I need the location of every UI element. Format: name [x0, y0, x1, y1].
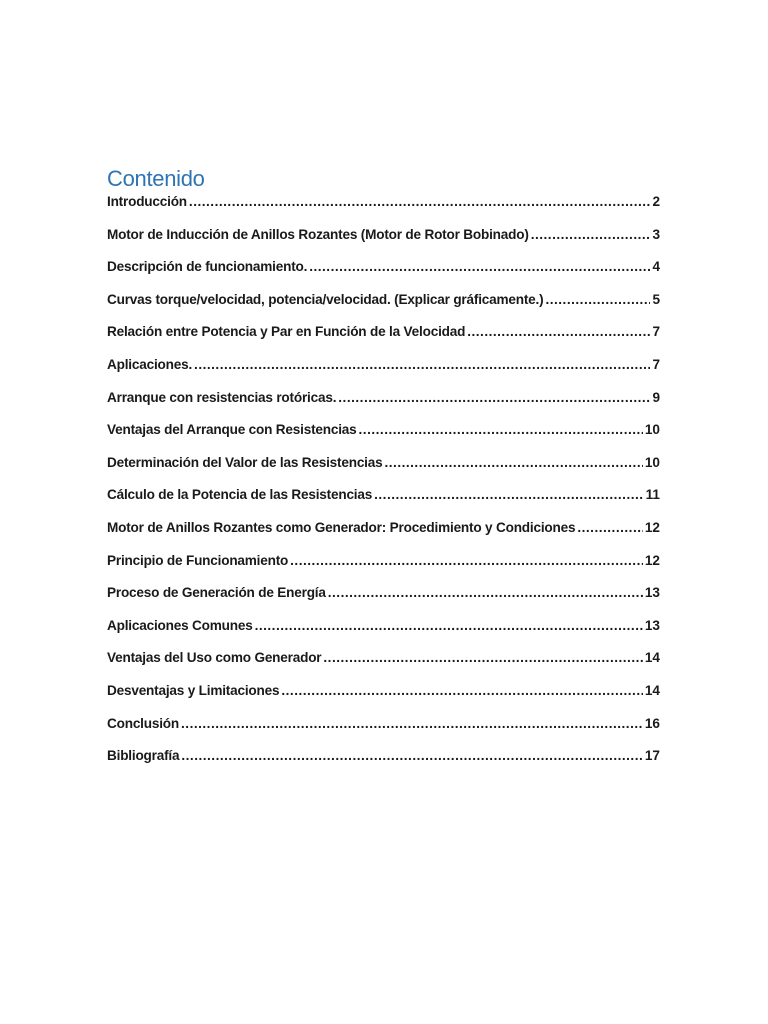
toc-entry-page: 12: [644, 552, 660, 568]
toc-entry-title: Arranque con resistencias rotóricas.: [107, 389, 337, 405]
toc-entry-title: Aplicaciones Comunes: [107, 617, 253, 633]
toc-entry-page: 13: [644, 617, 660, 633]
dot-leader: [290, 553, 643, 568]
toc-entry-title: Principio de Funcionamiento: [107, 552, 289, 568]
toc-entry-page: 14: [644, 682, 660, 698]
dot-leader: [531, 227, 651, 242]
toc-entry-title: Proceso de Generación de Energía: [107, 585, 326, 601]
dot-leader: [181, 748, 643, 763]
toc-entry[interactable]: [107, 292, 660, 325]
toc-entry-title: Conclusión: [107, 715, 180, 731]
table-of-contents: [107, 194, 660, 781]
toc-entry-title: Motor de Anillos Rozantes como Generador: Procedimiento y Condiciones: [107, 519, 576, 535]
toc-entry-page: 14: [644, 650, 660, 666]
toc-entry[interactable]: [107, 259, 660, 292]
toc-entry[interactable]: [107, 390, 660, 423]
dot-leader: [281, 683, 643, 698]
toc-entry-page: 12: [644, 519, 660, 535]
toc-entry-title: Curvas torque/velocidad, potencia/velocidad. (Explicar gráficamente.): [107, 291, 544, 307]
toc-entry[interactable]: [107, 585, 660, 618]
dot-leader: [323, 650, 642, 665]
toc-entry-page: 13: [644, 585, 660, 601]
toc-heading: Contenido: [107, 166, 205, 191]
toc-entry-page: 3: [652, 226, 660, 242]
dot-leader: [467, 324, 650, 339]
toc-entry-title: Descripción de funcionamiento.: [107, 259, 308, 275]
toc-entry-title: Desventajas y Limitaciones: [107, 682, 280, 698]
toc-entry-page: 10: [644, 422, 660, 438]
dot-leader: [328, 585, 643, 600]
toc-entry[interactable]: [107, 455, 660, 488]
dot-leader: [374, 487, 644, 502]
toc-entry[interactable]: [107, 422, 660, 455]
dot-leader: [577, 520, 643, 535]
toc-entry-title: Cálculo de la Potencia de las Resistencias: [107, 487, 373, 503]
toc-entry[interactable]: [107, 324, 660, 357]
toc-entry-page: 11: [645, 487, 660, 503]
toc-entry-title: Motor de Inducción de Anillos Rozantes (Motor de Rotor Bobinado): [107, 226, 529, 242]
toc-entry-title: Bibliografía: [107, 748, 180, 764]
toc-entry-page: 7: [652, 324, 660, 340]
toc-entry-title: Introducción: [107, 194, 187, 209]
toc-entry-page: 9: [652, 389, 660, 405]
dot-leader: [359, 422, 643, 437]
dot-leader: [255, 618, 643, 633]
dot-leader: [189, 194, 651, 209]
toc-entry[interactable]: [107, 650, 660, 683]
toc-entry[interactable]: [107, 748, 660, 781]
dot-leader: [338, 390, 650, 405]
toc-entry-page: 4: [652, 259, 660, 275]
toc-entry-page: 16: [644, 715, 660, 731]
toc-entry[interactable]: [107, 227, 660, 260]
toc-entry-page: 17: [644, 748, 660, 764]
toc-entry[interactable]: [107, 357, 660, 390]
toc-entry[interactable]: [107, 618, 660, 651]
toc-entry-title: Ventajas del Uso como Generador: [107, 650, 322, 666]
toc-entry[interactable]: [107, 553, 660, 586]
toc-entry[interactable]: [107, 683, 660, 716]
toc-entry-page: 10: [644, 454, 660, 470]
toc-entry-page: 2: [652, 194, 660, 209]
toc-entry-title: Ventajas del Arranque con Resistencias: [107, 422, 357, 438]
toc-entry-title: Aplicaciones.: [107, 356, 193, 372]
toc-entry[interactable]: [107, 194, 660, 227]
toc-entry[interactable]: [107, 716, 660, 749]
dot-leader: [545, 292, 650, 307]
dot-leader: [384, 455, 642, 470]
toc-entry[interactable]: [107, 487, 660, 520]
toc-entry-page: 7: [652, 356, 660, 372]
dot-leader: [181, 716, 643, 731]
toc-entry-page: 5: [652, 291, 660, 307]
dot-leader: [194, 357, 650, 372]
toc-entry-title: Determinación del Valor de las Resistencias: [107, 454, 383, 470]
toc-entry-title: Relación entre Potencia y Par en Función de la Velocidad: [107, 324, 466, 340]
dot-leader: [309, 259, 650, 274]
toc-entry[interactable]: [107, 520, 660, 553]
